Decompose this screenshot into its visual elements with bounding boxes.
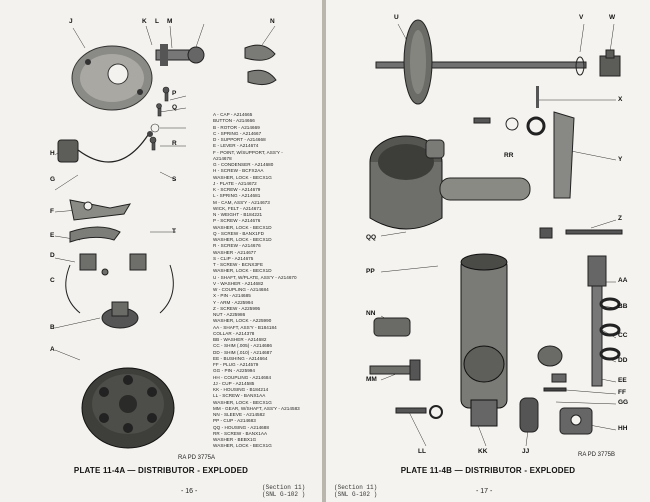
legend-entry: GG - PIN - A225994: [213, 368, 256, 374]
callout-dd: DD: [618, 357, 628, 364]
legend-entry: V - WASHER - A214682: [213, 280, 264, 286]
legend-entry: WASHER, LOCK - A225990: [213, 318, 272, 324]
callout-s: S: [172, 176, 177, 183]
parts-legend: [213, 112, 321, 450]
section-number: (Section 11): [262, 484, 306, 491]
bushing-plug-pin-parts: [538, 346, 566, 391]
point-support-part: [70, 200, 130, 220]
breaker-plate-part: [72, 46, 152, 110]
legend-entry: M - CAM, ASS'Y - A214673: [213, 199, 270, 205]
legend-entry: P - SCREW - A214676: [213, 218, 261, 224]
legend-entry: WASHER - BEBX1G: [213, 437, 257, 442]
legend-entry: WASHER, LOCK - BECX1D: [213, 224, 272, 230]
cam-assembly-part: [156, 44, 204, 66]
ra-pd-left: RA PD 3775A: [178, 455, 216, 461]
legend-entry: CC - SHIM (.005) - A214686: [213, 343, 272, 349]
legend-entry: A214678: [213, 155, 232, 161]
shim-washers: [601, 299, 619, 359]
callout-g: G: [50, 176, 56, 183]
section-ref-left: [262, 484, 305, 498]
callout-w: W: [609, 14, 616, 21]
lever-part: [70, 227, 120, 242]
legend-entry: B - ROTOR - A214669: [213, 124, 260, 130]
right-exploded-illustration: [326, 0, 650, 502]
folio-right: - 17 -: [476, 488, 493, 495]
rotor-part: [102, 302, 138, 328]
callout-m: M: [167, 18, 173, 25]
legend-entry: QQ - HOUSING - A214688: [213, 424, 269, 430]
callout-pp: PP: [366, 268, 375, 275]
legend-entry: F - POINT, W/SUPPORT, ASS'Y -: [213, 149, 283, 155]
legend-entry: J - PLATE - A214672: [213, 180, 257, 186]
plate-title-right: PLATE 11-4B — DISTRIBUTOR - EXPLODED: [400, 466, 576, 475]
callout-j: J: [69, 18, 73, 25]
callout-p: P: [172, 90, 177, 97]
legend-entry: BUTTON - A214666: [213, 118, 255, 124]
arm-y-part: [554, 112, 574, 198]
sleeve-and-gear-parts: [370, 318, 420, 380]
legend-entry: D - SUPPORT - A214668: [213, 137, 266, 142]
callout-gg: GG: [618, 399, 629, 406]
callout-rr: RR: [504, 152, 514, 159]
legend-entry: DD - SHIM (.010) - A214687: [213, 349, 272, 355]
legend-entry: X - PIN - A214685: [213, 293, 251, 299]
bottom-screw-parts: [396, 406, 442, 418]
callout-l: L: [155, 18, 159, 25]
legend-entry: WASHER - A214677: [213, 249, 257, 255]
shaft-with-plate-part: [376, 20, 586, 104]
callout-f: F: [50, 208, 54, 215]
condenser-part: [58, 131, 153, 162]
legend-entry: WASHER, LOCK - BECX1G: [213, 174, 272, 180]
callout-aa: AA: [618, 277, 628, 284]
callout-qq: QQ: [366, 234, 377, 241]
callout-kk: KK: [478, 448, 488, 455]
callout-h: H: [50, 150, 55, 157]
callout-hh: HH: [618, 425, 628, 432]
callout-e: E: [50, 232, 55, 239]
legend-entry: Q - SCREW - BANX1FD: [213, 230, 264, 236]
section-ref-right: [334, 484, 377, 498]
callout-k: K: [142, 18, 147, 25]
legend-entry: WASHER, LOCK - BECX1G: [213, 443, 272, 449]
legend-entry: HH - COUPLING - A214684: [213, 374, 272, 380]
callout-ll: LL: [418, 448, 426, 455]
distributor-cap-part: [82, 368, 174, 448]
legend-entry: C - SPRING - A214667: [213, 130, 262, 136]
legend-entry: LL - SCREW - BANX1AA: [213, 393, 266, 399]
callout-ee: EE: [618, 377, 627, 384]
legend-entry: E - LEVER - A214674: [213, 143, 259, 149]
gear-shaft-part: [588, 256, 606, 386]
section-number: (Section 11): [334, 484, 378, 491]
legend-entry: RR - SCREW - BANX1AA: [213, 430, 268, 436]
callout-nn: NN: [366, 310, 376, 317]
legend-entry: N - WEIGHT - B184221: [213, 212, 263, 217]
legend-entry: W - COUPLING - A214684: [213, 287, 269, 292]
legend-entry: Y - ARM - A225994: [213, 299, 254, 305]
legend-entry: COLLAR - A214378: [213, 330, 255, 336]
legend-entry: NN - SLEEVE - A214582: [213, 412, 265, 417]
legend-entry: H - SCREW - BCFX2AA: [213, 168, 264, 174]
snl-number: (SNL G-102 ): [262, 491, 306, 498]
legend-entry: WASHER, LOCK - BECX1G: [213, 399, 272, 405]
callout-d: D: [50, 252, 55, 259]
right-page: [326, 0, 650, 502]
folio-left: - 16 -: [181, 488, 198, 495]
callout-ff: FF: [618, 389, 626, 396]
lower-housing-part: [461, 254, 507, 426]
legend-entry: A - CAP - A214665: [213, 112, 253, 117]
coupling-w-part: [600, 50, 620, 76]
legend-entry: AA - SHAFT, ASS'Y - B184184: [213, 324, 277, 330]
legend-entry: BB - WASHER - A214682: [213, 337, 267, 342]
callout-u: U: [394, 14, 399, 21]
legend-entry: R - SCREW - A214676: [213, 243, 261, 249]
callout-bb: BB: [618, 303, 628, 310]
legend-entry: L - SPRING - A214681: [213, 193, 261, 199]
legend-entry: FF - PLUG - A214579: [213, 362, 259, 367]
legend-entry: WASHER, LOCK - BECX1D: [213, 268, 272, 274]
callout-y: Y: [618, 156, 623, 163]
legend-entry: WICK, FELT - A214671: [213, 205, 262, 211]
callout-cc-right: CC: [618, 332, 628, 339]
legend-entry: PP - CUP - A214683: [213, 418, 256, 424]
legend-entry: JJ - CUP - A214585: [213, 380, 255, 386]
callout-r: R: [172, 140, 177, 147]
callout-c: C: [50, 277, 55, 284]
legend-entry: EE - BUSHING - A214664: [213, 355, 268, 361]
legend-entry: U - SHAFT, W/PLATE, ASS'Y - A214670: [213, 274, 297, 280]
left-page: [0, 0, 322, 502]
cup-and-coupling-parts: [520, 398, 592, 434]
housing-part: [370, 136, 530, 229]
callout-q: Q: [172, 104, 178, 111]
plate-title-left: PLATE 11-4A — DISTRIBUTOR - EXPLODED: [73, 466, 249, 475]
callout-b: B: [50, 324, 55, 331]
snl-number: (SNL G-102 ): [334, 491, 378, 498]
small-screws: [150, 87, 169, 150]
callout-a: A: [50, 346, 55, 353]
legend-entry: G - CONDENSER - A214680: [213, 162, 274, 167]
callout-v: V: [579, 14, 584, 21]
screw-z-part: [540, 228, 622, 238]
legend-entry: KK - HOUSING - B184214: [213, 387, 269, 392]
rr-screws-washers: [474, 118, 544, 134]
callout-z: Z: [618, 215, 622, 222]
callout-mm: MM: [366, 376, 377, 383]
legend-entry: MM - GEAR, W/SHAFT, ASS'Y - A214583: [213, 405, 300, 411]
weight-parts: [245, 45, 276, 84]
legend-entry: WASHER, LOCK - BECX1D: [213, 237, 272, 242]
pin-x-part: [536, 86, 539, 108]
callout-x: X: [618, 96, 623, 103]
callout-t: T: [172, 228, 176, 235]
support-parts: [80, 254, 146, 275]
callout-jj: JJ: [522, 448, 530, 455]
callout-n: N: [270, 18, 275, 25]
legend-entry: NUT - A225986: [213, 312, 246, 317]
legend-entry: S - CLIP - A214675: [213, 255, 254, 261]
ra-pd-right: RA PD 3775B: [578, 452, 616, 458]
legend-entry: T - SCREW - BCNX3FE: [213, 262, 264, 267]
legend-entry: K - SCREW - A214679: [213, 187, 261, 192]
legend-entry: Z - SCREW - A225995: [213, 305, 261, 311]
